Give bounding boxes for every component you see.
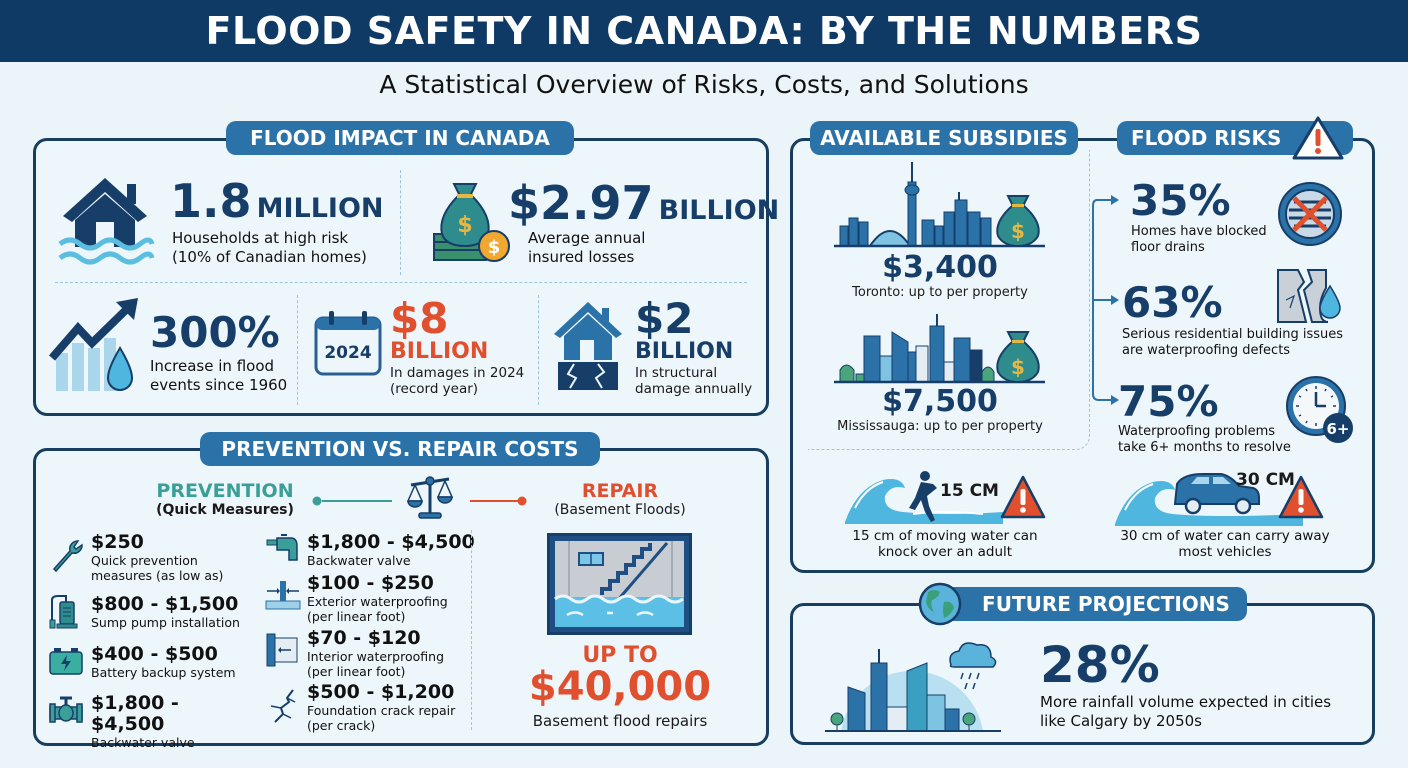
flooded-basement-icon: [547, 533, 692, 635]
svg-text:$: $: [487, 237, 501, 258]
stat-households: 1.8 MILLION: [170, 174, 384, 228]
prevention-item: $1,800 - $4,500 Backwater valve: [48, 693, 258, 733]
future-projections-heading: FUTURE PROJECTIONS: [935, 587, 1247, 621]
balance-scale-icon: [405, 473, 455, 521]
prevention-item: $1,800 - $4,500 Backwater valve: [265, 532, 475, 572]
flooded-house-icon: [55, 172, 155, 267]
prevention-item: $250 Quick prevention measures (as low as): [48, 532, 258, 582]
cracked-wall-icon: [1276, 268, 1342, 324]
money-bag-icon: [997, 196, 1038, 246]
battery-icon: [48, 646, 84, 676]
flood-risks-heading: FLOOD RISKS: [1117, 121, 1353, 155]
valve-icon: [48, 695, 84, 725]
repair-cost-label: Basement flood repairs: [532, 712, 708, 730]
flood-impact-heading: FLOOD IMPACT IN CANADA: [226, 121, 574, 155]
prevention-repair-heading: PREVENTION VS. REPAIR COSTS: [200, 432, 600, 466]
city-rain-icon: [823, 635, 1003, 735]
interior-wall-icon: [265, 632, 301, 668]
future-rainfall-desc: More rainfall volume expected in cities like Calgary by 2050s: [1040, 693, 1332, 730]
mississauga-subsidy-label: Mississauga: up to per property: [837, 419, 1043, 434]
mississauga-skyline-icon: [832, 314, 1047, 384]
subsidies-heading: AVAILABLE SUBSIDIES: [810, 121, 1078, 155]
risk-resolve-time-value: 75%: [1118, 377, 1219, 426]
stat-structural-damage-unit: BILLION: [635, 339, 734, 364]
stat-households-desc: Households at high risk (10% of Canadian homes): [172, 229, 367, 266]
svg-text:2024: 2024: [324, 343, 372, 363]
divider: [55, 282, 747, 283]
divider: [538, 295, 539, 405]
stat-flood-increase-desc: Increase in flood events since 1960: [150, 357, 288, 394]
page-subtitle: A Statistical Overview of Risks, Costs, and Solutions: [379, 70, 1029, 99]
rising-chart-icon: [48, 298, 144, 394]
svg-text:$: $: [1011, 219, 1025, 243]
calendar-icon: [313, 308, 383, 378]
stat-structural-damage: $2: [635, 294, 694, 343]
prevention-item: $100 - $250 Exterior waterproofing (per linear foot): [265, 573, 475, 625]
money-bag-icon: [997, 332, 1038, 382]
stat-flood-increase: 300%: [150, 308, 280, 357]
stat-record-damages-desc: In damages in 2024 (record year): [390, 365, 525, 397]
blocked-drain-icon: [1276, 180, 1344, 248]
money-bag-icon: [430, 176, 515, 266]
divider: [400, 170, 401, 275]
stat-insured-losses-desc: Average annual insured losses: [528, 229, 646, 266]
warning-triangle-icon: [1000, 475, 1046, 519]
repair-upto: UP TO: [582, 643, 658, 668]
future-rainfall-value: 28%: [1040, 636, 1160, 694]
globe-icon: [918, 582, 962, 626]
depth-15cm-desc: 15 cm of moving water can knock over an adult: [852, 528, 1038, 560]
divider: [297, 295, 298, 405]
stat-record-damages: $8: [390, 294, 449, 343]
prevention-item: $400 - $500 Battery backup system: [48, 644, 258, 684]
depth-tag-15cm: 15 CM: [940, 481, 999, 501]
svg-text:$: $: [457, 213, 473, 238]
mississauga-subsidy-value: $7,500: [882, 384, 998, 419]
depth-30cm-desc: 30 cm of water can carry away most vehicles: [1120, 528, 1330, 560]
risk-waterproofing-defects-value: 63%: [1122, 278, 1223, 327]
svg-text:$: $: [1011, 355, 1025, 379]
prevention-connector: [312, 491, 392, 501]
repair-connector: [470, 491, 528, 501]
toronto-subsidy-label: Toronto: up to per property: [852, 285, 1028, 300]
svg-text:6+: 6+: [1326, 420, 1350, 438]
risk-waterproofing-defects-desc: Serious residential building issues are waterproofing defects: [1122, 327, 1344, 358]
depth-tag-30cm: 30 CM: [1236, 470, 1295, 490]
wrench-icon: [48, 537, 84, 573]
prevention-item: $70 - $120 Interior waterproofing (per linear foot): [265, 628, 475, 680]
risk-resolve-time-desc: Waterproofing problems take 6+ months to resolve: [1118, 424, 1291, 455]
prevention-item: $800 - $1,500 Sump pump installation: [48, 594, 258, 634]
toronto-skyline-icon: [832, 162, 1047, 250]
prevention-item: $500 - $1,200 Foundation crack repair (per crack): [265, 682, 475, 734]
toronto-subsidy-value: $3,400: [882, 250, 998, 285]
risk-blocked-drains-value: 35%: [1130, 176, 1231, 225]
exterior-wall-icon: [265, 579, 301, 611]
faucet-icon: [265, 534, 301, 564]
crack-icon: [265, 688, 301, 724]
cracked-house-icon: [552, 300, 624, 392]
repair-heading: REPAIR (Basement Floods): [554, 480, 686, 518]
page-title: FLOOD SAFETY IN CANADA: BY THE NUMBERS: [205, 9, 1203, 53]
divider: [471, 530, 472, 730]
sump-pump-icon: [48, 594, 84, 630]
warning-triangle-icon: [1292, 116, 1344, 160]
stat-insured-losses: $2.97 BILLION: [508, 176, 780, 230]
warning-triangle-icon: [1278, 475, 1324, 519]
prevention-heading: PREVENTION (Quick Measures): [156, 480, 294, 518]
stat-record-damages-unit: BILLION: [390, 339, 489, 364]
stat-structural-damage-desc: In structural damage annually: [635, 365, 753, 397]
repair-cost-value: $40,000: [528, 664, 712, 710]
clock-icon: [1284, 374, 1356, 446]
risk-blocked-drains-desc: Homes have blocked floor drains: [1131, 224, 1267, 255]
title-banner: [0, 0, 1408, 62]
